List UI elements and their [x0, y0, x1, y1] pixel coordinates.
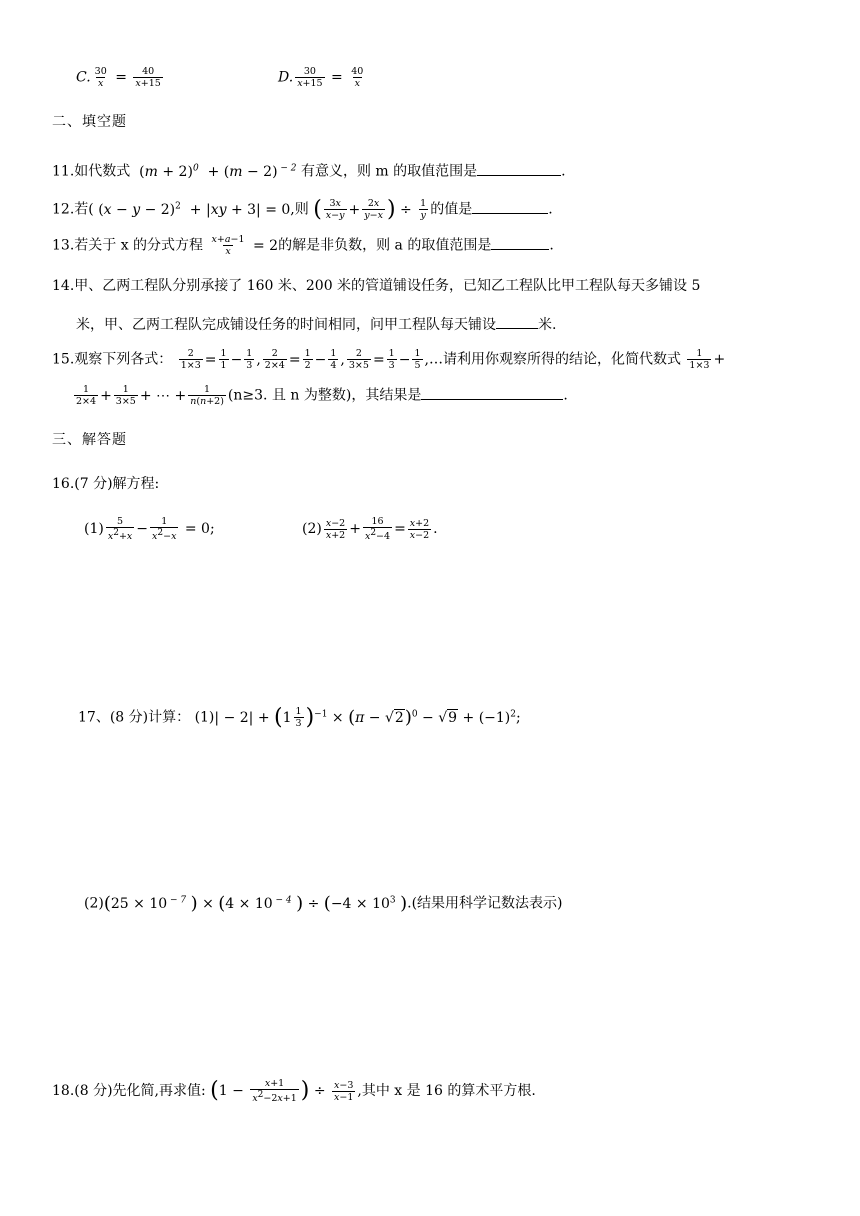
- q11-prefix: 如代数式: [74, 163, 131, 180]
- q12-answer-blank[interactable]: [472, 199, 548, 214]
- question-16-part2: (2) $\frac{x-2}{x+2}$ + $\frac{16}{x^2-4}$ = $\frac{x+2}{x-2}$ .: [302, 516, 438, 543]
- q12-expression: $(x - y - 2)^2 + |xy + 3| = 0$: [98, 201, 291, 218]
- q14-line2a: 米，甲、乙两工程队完成铺设任务的时间相同，问甲工程队每天铺设: [76, 317, 496, 333]
- q15-examples: $\frac{2}{1\times 3}$ = $\frac{1}{1}$ − $\frac{1}{3}$ , $\frac{2}{2\times 4}$ = $\frac{1}{2}$ − $\frac{1}{4}$ , $\frac{2}{3\times 5}$ = $\frac{1}{3}$ − $\frac{1}{5}$ ,: [180, 348, 429, 371]
- question-16-title: 16.(7 分)解方程:: [52, 476, 160, 492]
- q12-mid: ,则: [290, 201, 309, 218]
- q13-num: 13.: [52, 237, 75, 254]
- question-11: [52, 158, 566, 182]
- q13-end: .: [549, 237, 554, 254]
- q17-title: 17、(8 分)计算：: [78, 709, 191, 726]
- q11-expression: $(m + 2)^0 + (m - 2)$ $^{- 2}$: [139, 163, 297, 180]
- q15-answer-blank[interactable]: [421, 385, 563, 400]
- question-18: [52, 1078, 536, 1104]
- question-14-line1: [52, 276, 700, 296]
- option-d-frac-right: $\frac{40}{x}$: [351, 66, 364, 89]
- q13-prefix: 若关于 x 的分式方程: [74, 237, 204, 254]
- question-14-line2: [76, 314, 556, 335]
- q15-num: 15.: [52, 351, 75, 368]
- q16-p1-label: (1): [84, 521, 104, 538]
- option-d: D. $\frac{30}{x+15}$ = $\frac{40}{x}$: [278, 66, 364, 89]
- question-15-line1: 15.观察下列各式： $\frac{2}{1\times 3}$ = $\frac{1}{1}$ − $\frac{1}{3}$ , $\frac{2}{2\times 4}$ = $\frac{1}{2}$ − $\frac{1}{4}$ , $\frac{2}{3\times 5}$ = $\frac{1}{3}$ − $\frac{1}{5}$ ,…请利用你观察所得的结论，化简代数式 $\frac{1}{1\times 3}$ +: [52, 348, 726, 371]
- q12-num: 12.: [52, 201, 75, 218]
- option-c: C. $\frac{30}{x}$ = $\frac{40}{x+15}$: [76, 66, 161, 89]
- q18-expression: (1 − $\frac{x+1}{x^2-2x+1}$ ) ÷ $\frac{x-3}{x-1}$: [210, 1078, 354, 1105]
- q15-cond: (n≥3. 且 n 为整数)，其结果是: [227, 387, 422, 404]
- q11-middle: 有意义，则 m 的取值范围是: [300, 163, 478, 180]
- q14-line2b: 米.: [538, 317, 557, 333]
- question-17-line2: [84, 890, 563, 914]
- question-13: [52, 234, 554, 257]
- q11-answer-blank[interactable]: [477, 161, 561, 176]
- q12-fraction-expr: ( $\frac{3x}{x-y}$ + $\frac{2x}{y-x}$ ) ÷ $\frac{1}{y}$: [313, 196, 427, 222]
- q17-p2-label: (2): [84, 895, 104, 912]
- q17-p1-expression: | − 2| + (1 $\frac{1}{3}$ )$^{-1} \times (\pi - √2)^0 - √9 + (-1)^2$;: [214, 704, 521, 730]
- question-17-line1: [78, 704, 521, 729]
- q13-answer-blank[interactable]: [491, 235, 549, 250]
- question-15-line2: [72, 384, 568, 407]
- q12-suffix: 的值是: [430, 201, 473, 218]
- q15-end: .: [563, 387, 568, 404]
- q15-middle: …请利用你观察所得的结论，化简代数式: [428, 351, 681, 368]
- q18-suffix: ,其中 x 是 16 的算术平方根.: [357, 1083, 536, 1100]
- q12-end: .: [548, 201, 553, 218]
- section-fill-in: 二、填空题: [52, 114, 127, 130]
- section-solve: 三、解答题: [52, 432, 127, 448]
- q14-answer-blank[interactable]: [496, 314, 538, 329]
- option-d-label: D.: [278, 69, 294, 86]
- q12-prefix: 若(: [74, 201, 94, 218]
- q11-end: .: [561, 163, 566, 180]
- q15-prefix: 观察下列各式：: [74, 351, 173, 368]
- q13-suffix: 的解是非负数，则 a 的取值范围是: [278, 237, 492, 254]
- option-c-label: C.: [76, 69, 91, 86]
- q16-p2-label: (2): [302, 521, 322, 538]
- q18-title: 18.(8 分)先化简,再求值:: [52, 1083, 206, 1100]
- q15-term1: $\frac{1}{1\times 3}$: [689, 348, 710, 371]
- question-16-part1: (1) $\frac{5}{x^2+x}$ − $\frac{1}{x^2-x}$ = 0;: [84, 516, 215, 543]
- option-c-frac-right: $\frac{40}{x+15}$: [135, 66, 161, 89]
- q15-series: $\frac{1}{2\times 4}$ + $\frac{1}{3\times 5}$ + ⋯ + $\frac{1}{n(n+2)}$: [76, 384, 224, 407]
- q13-equation: $\frac{x+a-1}{x}$ = 2: [211, 234, 279, 257]
- option-c-frac-left: $\frac{30}{x}$: [94, 66, 107, 89]
- question-12: [52, 196, 553, 221]
- q14-num: 14.: [52, 278, 75, 294]
- q14-line1: 甲、乙两工程队分别承接了 160 米、200 米的管道铺设任务，已知乙工程队比甲工程队每天多铺设 5: [74, 278, 701, 294]
- q11-num: 11.: [52, 163, 75, 180]
- q17-p2-note: .(结果用科学记数法表示): [407, 895, 563, 912]
- option-d-frac-left: $\frac{30}{x+15}$: [297, 66, 323, 89]
- q17-p2-expression: (25 × 10 $^{- 7}$ ) × (4 × 10 $^{- 4}$ ) ÷ ($-4 \times 10^3$ ): [103, 892, 408, 914]
- q17-p1-label: (1): [194, 709, 215, 726]
